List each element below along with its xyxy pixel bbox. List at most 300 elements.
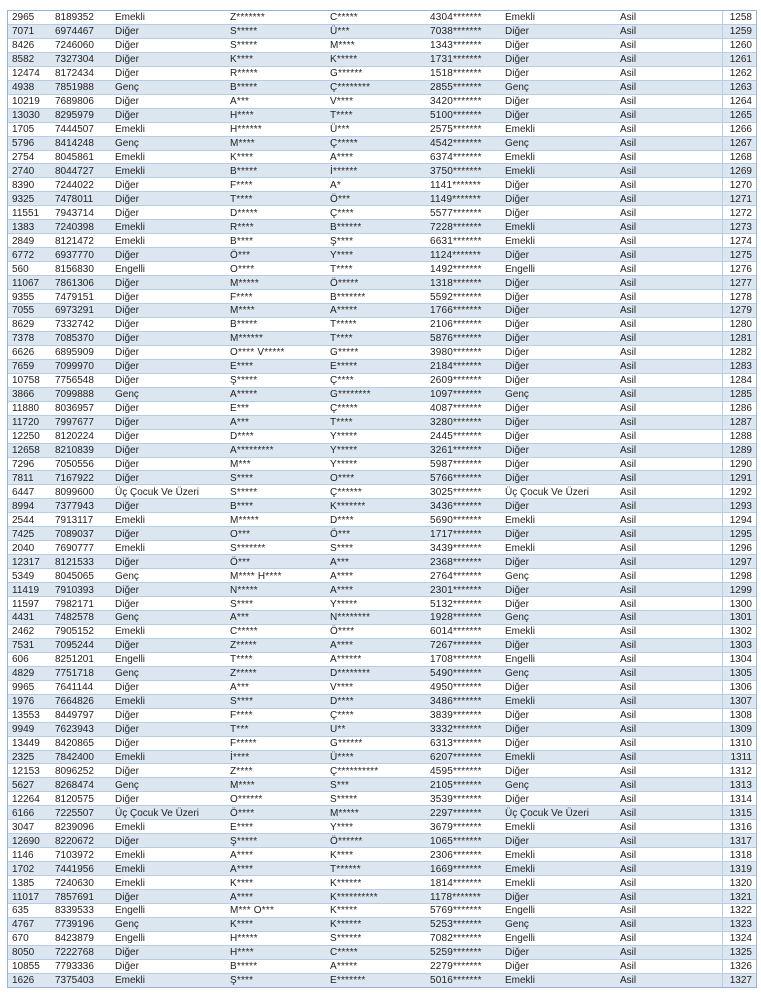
table-row <box>8 234 756 248</box>
last-name-masked-cell: G***** <box>330 347 359 359</box>
sequence-no-cell: 1277 <box>722 276 756 289</box>
category-cell: Diğer <box>115 891 139 903</box>
status-cell: Asil <box>620 500 637 512</box>
id-number-masked-cell: 1928******* <box>430 612 482 624</box>
category-cell: Diğer <box>115 961 139 973</box>
first-name-masked-cell: A**** <box>230 863 254 875</box>
category-repeat-cell: Genç <box>505 919 529 931</box>
file-no-cell: 7982171 <box>55 598 94 610</box>
first-name-masked-cell: N***** <box>230 584 258 596</box>
category-cell: Diğer <box>115 347 139 359</box>
category-cell: Diğer <box>115 584 139 596</box>
application-no-cell: 11880 <box>12 403 40 415</box>
sequence-no-cell: 1296 <box>722 541 756 554</box>
application-no-cell: 11419 <box>12 584 40 596</box>
application-no-cell: 10758 <box>12 375 40 387</box>
id-number-masked-cell: 2297******* <box>430 807 482 819</box>
category-cell: Diğer <box>115 68 139 80</box>
table-row <box>8 541 756 555</box>
status-cell: Asil <box>620 710 637 722</box>
last-name-masked-cell: K********** <box>330 891 378 903</box>
table-row <box>8 11 756 25</box>
sequence-no-cell: 1294 <box>722 513 756 526</box>
table-row <box>8 569 756 583</box>
sequence-no-cell: 1315 <box>722 806 756 819</box>
id-number-masked-cell: 5769******* <box>430 905 482 917</box>
first-name-masked-cell: T*** <box>230 724 249 736</box>
category-repeat-cell: Diğer <box>505 472 529 484</box>
status-cell: Asil <box>620 682 637 694</box>
category-repeat-cell: Üç Çocuk Ve Üzeri <box>505 807 589 819</box>
application-no-cell: 12474 <box>12 68 40 80</box>
application-no-cell: 11720 <box>12 417 40 429</box>
table-row <box>8 583 756 597</box>
category-cell: Diğer <box>115 26 139 38</box>
last-name-masked-cell: S***** <box>330 793 358 805</box>
first-name-masked-cell: Ö*** <box>230 556 251 568</box>
file-no-cell: 8045065 <box>55 570 94 582</box>
application-no-cell: 1702 <box>12 863 35 875</box>
id-number-masked-cell: 4595******* <box>430 765 482 777</box>
status-cell: Asil <box>620 849 637 861</box>
file-no-cell: 7244022 <box>55 179 94 191</box>
application-no-cell: 4767 <box>12 919 35 931</box>
category-cell: Diğer <box>115 458 139 470</box>
id-number-masked-cell: 3261******* <box>430 445 482 457</box>
sequence-no-cell: 1288 <box>722 430 756 443</box>
first-name-masked-cell: S**** <box>230 696 254 708</box>
first-name-masked-cell: B**** <box>230 235 254 247</box>
application-no-cell: 5627 <box>12 779 35 791</box>
first-name-masked-cell: F**** <box>230 179 253 191</box>
first-name-masked-cell: Z**** <box>230 765 253 777</box>
status-cell: Asil <box>620 640 637 652</box>
category-repeat-cell: Diğer <box>505 249 529 261</box>
category-repeat-cell: Diğer <box>505 765 529 777</box>
status-cell: Asil <box>620 375 637 387</box>
table-row <box>8 81 756 95</box>
category-repeat-cell: Diğer <box>505 947 529 959</box>
table-row <box>8 681 756 695</box>
table-row <box>8 416 756 430</box>
status-cell: Asil <box>620 933 637 945</box>
application-no-cell: 12690 <box>12 835 40 847</box>
table-row <box>8 67 756 81</box>
table-row <box>8 220 756 234</box>
category-cell: Emekli <box>115 12 146 24</box>
file-no-cell: 7099970 <box>55 361 94 373</box>
sequence-no-cell: 1264 <box>722 95 756 108</box>
category-repeat-cell: Genç <box>505 389 529 401</box>
first-name-masked-cell: B***** <box>230 319 258 331</box>
sequence-no-cell: 1301 <box>722 611 756 624</box>
file-no-cell: 8172434 <box>55 68 94 80</box>
status-cell: Asil <box>620 54 637 66</box>
category-cell: Diğer <box>115 500 139 512</box>
application-no-cell: 8629 <box>12 319 35 331</box>
first-name-masked-cell: E**** <box>230 821 254 833</box>
category-repeat-cell: Emekli <box>505 849 536 861</box>
status-cell: Asil <box>620 863 637 875</box>
status-cell: Asil <box>620 821 637 833</box>
application-no-cell: 7425 <box>12 528 35 540</box>
application-no-cell: 5796 <box>12 138 35 150</box>
id-number-masked-cell: 5766******* <box>430 472 482 484</box>
status-cell: Asil <box>620 179 637 191</box>
last-name-masked-cell: Ö*** <box>330 193 351 205</box>
first-name-masked-cell: O**** V***** <box>230 347 285 359</box>
id-number-masked-cell: 1318******* <box>430 277 482 289</box>
application-no-cell: 4938 <box>12 82 35 94</box>
status-cell: Asil <box>620 124 637 136</box>
id-number-masked-cell: 2279******* <box>430 961 482 973</box>
first-name-masked-cell: M**** <box>230 779 255 791</box>
first-name-masked-cell: T**** <box>230 193 253 205</box>
category-repeat-cell: Emekli <box>505 165 536 177</box>
id-number-masked-cell: 1124******* <box>430 249 481 261</box>
sequence-no-cell: 1261 <box>722 53 756 66</box>
application-no-cell: 12153 <box>12 765 40 777</box>
table-row <box>8 346 756 360</box>
id-number-masked-cell: 4950******* <box>430 682 482 694</box>
sequence-no-cell: 1300 <box>722 597 756 610</box>
first-name-masked-cell: İ**** <box>230 751 250 763</box>
last-name-masked-cell: A****** <box>330 654 362 666</box>
application-no-cell: 5349 <box>12 570 35 582</box>
id-number-masked-cell: 6014******* <box>430 626 482 638</box>
last-name-masked-cell: K**** <box>330 849 354 861</box>
application-no-cell: 11597 <box>12 598 40 610</box>
first-name-masked-cell: B***** <box>230 165 258 177</box>
first-name-masked-cell: O****** <box>230 793 263 805</box>
first-name-masked-cell: A*** <box>230 612 250 624</box>
file-no-cell: 8121472 <box>55 235 94 247</box>
first-name-masked-cell: A*** <box>230 96 250 108</box>
application-no-cell: 7071 <box>12 26 35 38</box>
sequence-no-cell: 1304 <box>722 653 756 666</box>
status-cell: Asil <box>620 319 637 331</box>
id-number-masked-cell: 1065******* <box>430 835 482 847</box>
application-no-cell: 12250 <box>12 431 40 443</box>
category-cell: Genç <box>115 612 139 624</box>
category-cell: Diğer <box>115 96 139 108</box>
last-name-masked-cell: K***** <box>330 905 358 917</box>
category-repeat-cell: Diğer <box>505 640 529 652</box>
application-no-cell: 1626 <box>12 975 35 987</box>
status-cell: Asil <box>620 738 637 750</box>
file-no-cell: 7332742 <box>55 319 94 331</box>
status-cell: Asil <box>620 68 637 80</box>
file-no-cell: 7739196 <box>55 919 94 931</box>
category-repeat-cell: Diğer <box>505 710 529 722</box>
id-number-masked-cell: 1731******* <box>430 54 482 66</box>
category-repeat-cell: Diğer <box>505 96 529 108</box>
id-number-masked-cell: 5577******* <box>430 207 482 219</box>
category-cell: Emekli <box>115 626 146 638</box>
table-row <box>8 206 756 220</box>
file-no-cell: 7997677 <box>55 417 94 429</box>
id-number-masked-cell: 1149******* <box>430 193 481 205</box>
status-cell: Asil <box>620 807 637 819</box>
category-repeat-cell: Diğer <box>505 207 529 219</box>
sequence-no-cell: 1298 <box>722 569 756 582</box>
last-name-masked-cell: Ç**** <box>330 375 354 387</box>
id-number-masked-cell: 3332******* <box>430 724 482 736</box>
file-no-cell: 7905152 <box>55 626 94 638</box>
first-name-masked-cell: M***** <box>230 514 259 526</box>
last-name-masked-cell: A* <box>330 179 341 191</box>
id-number-masked-cell: 1343******* <box>430 40 482 52</box>
file-no-cell: 7851988 <box>55 82 94 94</box>
application-no-cell: 12317 <box>12 556 40 568</box>
table-row <box>8 848 756 862</box>
table-row <box>8 862 756 876</box>
sequence-no-cell: 1299 <box>722 583 756 596</box>
application-no-cell: 6772 <box>12 249 35 261</box>
id-number-masked-cell: 5259******* <box>430 947 482 959</box>
category-cell: Diğer <box>115 207 139 219</box>
first-name-masked-cell: Ö**** <box>230 807 255 819</box>
table-row <box>8 248 756 262</box>
category-cell: Diğer <box>115 54 139 66</box>
first-name-masked-cell: Ş**** <box>230 975 254 987</box>
sequence-no-cell: 1270 <box>722 178 756 191</box>
id-number-masked-cell: 5253******* <box>430 919 482 931</box>
last-name-masked-cell: Y***** <box>330 458 358 470</box>
status-cell: Asil <box>620 26 637 38</box>
category-cell: Diğer <box>115 528 139 540</box>
table-row <box>8 597 756 611</box>
first-name-masked-cell: K**** <box>230 919 254 931</box>
status-cell: Asil <box>620 277 637 289</box>
file-no-cell: 7377943 <box>55 500 94 512</box>
status-cell: Asil <box>620 556 637 568</box>
status-cell: Asil <box>620 793 637 805</box>
table-row <box>8 792 756 806</box>
status-cell: Asil <box>620 431 637 443</box>
status-cell: Asil <box>620 514 637 526</box>
file-no-cell: 7225507 <box>55 807 94 819</box>
file-no-cell: 7240398 <box>55 221 94 233</box>
application-no-cell: 13030 <box>12 110 40 122</box>
category-repeat-cell: Diğer <box>505 347 529 359</box>
sequence-no-cell: 1281 <box>722 332 756 345</box>
table-row <box>8 109 756 123</box>
id-number-masked-cell: 2106******* <box>430 319 482 331</box>
last-name-masked-cell: K******* <box>330 500 366 512</box>
file-no-cell: 7222768 <box>55 947 94 959</box>
category-cell: Engelli <box>115 933 146 945</box>
category-cell: Diğer <box>115 305 139 317</box>
application-no-cell: 2040 <box>12 542 35 554</box>
table-row <box>8 430 756 444</box>
application-no-cell: 4829 <box>12 668 35 680</box>
category-repeat-cell: Engelli <box>505 263 536 275</box>
first-name-masked-cell: F***** <box>230 738 257 750</box>
category-cell: Genç <box>115 668 139 680</box>
first-name-masked-cell: R***** <box>230 68 258 80</box>
status-cell: Asil <box>620 305 637 317</box>
application-no-cell: 1385 <box>12 877 35 889</box>
application-no-cell: 7531 <box>12 640 35 652</box>
status-cell: Asil <box>620 891 637 903</box>
first-name-masked-cell: F**** <box>230 291 253 303</box>
category-repeat-cell: Genç <box>505 612 529 624</box>
table-row <box>8 137 756 151</box>
application-no-cell: 7296 <box>12 458 35 470</box>
last-name-masked-cell: D******** <box>330 668 371 680</box>
id-number-masked-cell: 7228******* <box>430 221 482 233</box>
application-no-cell: 670 <box>12 933 29 945</box>
application-no-cell: 10219 <box>12 96 40 108</box>
status-cell: Asil <box>620 235 637 247</box>
table-row <box>8 123 756 137</box>
file-no-cell: 6974467 <box>55 26 94 38</box>
first-name-masked-cell: D***** <box>230 207 258 219</box>
file-no-cell: 7641144 <box>55 682 94 694</box>
last-name-masked-cell: D**** <box>330 696 354 708</box>
application-no-cell: 8050 <box>12 947 35 959</box>
file-no-cell: 7861306 <box>55 277 94 289</box>
file-no-cell: 8099600 <box>55 486 94 498</box>
sequence-no-cell: 1318 <box>722 848 756 861</box>
first-name-masked-cell: E**** <box>230 361 254 373</box>
file-no-cell: 8044727 <box>55 165 94 177</box>
file-no-cell: 7913117 <box>55 514 94 526</box>
category-repeat-cell: Diğer <box>505 445 529 457</box>
id-number-masked-cell: 3025******* <box>430 486 482 498</box>
last-name-masked-cell: T**** <box>330 263 353 275</box>
category-repeat-cell: Diğer <box>505 40 529 52</box>
first-name-masked-cell: M****** <box>230 333 264 345</box>
category-repeat-cell: Emekli <box>505 821 536 833</box>
file-no-cell: 7089037 <box>55 528 94 540</box>
category-repeat-cell: Emekli <box>505 124 536 136</box>
application-no-cell: 13553 <box>12 710 40 722</box>
first-name-masked-cell: H***** <box>230 933 258 945</box>
table-row <box>8 318 756 332</box>
id-number-masked-cell: 1518******* <box>430 68 482 80</box>
last-name-masked-cell: Ö**** <box>330 626 355 638</box>
table-row <box>8 290 756 304</box>
category-cell: Diğer <box>115 431 139 443</box>
id-number-masked-cell: 6313******* <box>430 738 482 750</box>
last-name-masked-cell: S****** <box>330 933 362 945</box>
sequence-no-cell: 1275 <box>722 248 756 261</box>
sequence-no-cell: 1272 <box>722 206 756 219</box>
category-cell: Diğer <box>115 724 139 736</box>
file-no-cell: 8414248 <box>55 138 94 150</box>
id-number-masked-cell: 1178******* <box>430 891 481 903</box>
table-row <box>8 904 756 918</box>
file-no-cell: 8189352 <box>55 12 94 24</box>
application-no-cell: 2965 <box>12 12 35 24</box>
first-name-masked-cell: B**** <box>230 500 254 512</box>
application-no-cell: 9325 <box>12 193 35 205</box>
last-name-masked-cell: G****** <box>330 68 363 80</box>
sequence-no-cell: 1286 <box>722 402 756 415</box>
application-no-cell: 2325 <box>12 751 35 763</box>
sequence-no-cell: 1278 <box>722 290 756 303</box>
id-number-masked-cell: 5876******* <box>430 333 482 345</box>
category-repeat-cell: Emekli <box>505 751 536 763</box>
status-cell: Asil <box>620 626 637 638</box>
category-cell: Emekli <box>115 975 146 987</box>
category-cell: Emekli <box>115 165 146 177</box>
id-number-masked-cell: 1708******* <box>430 654 482 666</box>
first-name-masked-cell: K**** <box>230 54 254 66</box>
category-cell: Emekli <box>115 821 146 833</box>
sequence-no-cell: 1302 <box>722 625 756 638</box>
application-no-cell: 6447 <box>12 486 35 498</box>
id-number-masked-cell: 7267******* <box>430 640 482 652</box>
file-no-cell: 8251201 <box>55 654 94 666</box>
id-number-masked-cell: 3280******* <box>430 417 482 429</box>
category-cell: Emekli <box>115 863 146 875</box>
category-cell: Genç <box>115 138 139 150</box>
file-no-cell: 8268474 <box>55 779 94 791</box>
category-repeat-cell: Diğer <box>505 277 529 289</box>
application-no-cell: 11067 <box>12 277 40 289</box>
category-cell: Diğer <box>115 445 139 457</box>
status-cell: Asil <box>620 417 637 429</box>
table-row <box>8 946 756 960</box>
category-cell: Üç Çocuk Ve Üzeri <box>115 807 199 819</box>
status-cell: Asil <box>620 249 637 261</box>
file-no-cell: 8339533 <box>55 905 94 917</box>
application-no-cell: 2462 <box>12 626 35 638</box>
file-no-cell: 7246060 <box>55 40 94 52</box>
status-cell: Asil <box>620 779 637 791</box>
sequence-no-cell: 1309 <box>722 723 756 736</box>
category-repeat-cell: Genç <box>505 138 529 150</box>
file-no-cell: 7441956 <box>55 863 94 875</box>
last-name-masked-cell: T**** <box>330 333 353 345</box>
status-cell: Asil <box>620 654 637 666</box>
sequence-no-cell: 1267 <box>722 137 756 150</box>
sequence-no-cell: 1297 <box>722 555 756 568</box>
sequence-no-cell: 1316 <box>722 820 756 833</box>
id-number-masked-cell: 3436******* <box>430 500 482 512</box>
last-name-masked-cell: G****** <box>330 738 363 750</box>
status-cell: Asil <box>620 486 637 498</box>
application-no-cell: 8994 <box>12 500 35 512</box>
category-repeat-cell: Diğer <box>505 431 529 443</box>
table-row <box>8 723 756 737</box>
table-row <box>8 625 756 639</box>
application-no-cell: 7378 <box>12 333 35 345</box>
file-no-cell: 8423879 <box>55 933 94 945</box>
status-cell: Asil <box>620 696 637 708</box>
table-row <box>8 444 756 458</box>
category-cell: Emekli <box>115 542 146 554</box>
table-row <box>8 192 756 206</box>
id-number-masked-cell: 7038******* <box>430 26 482 38</box>
id-number-masked-cell: 2575******* <box>430 124 482 136</box>
id-number-masked-cell: 4087******* <box>430 403 482 415</box>
status-cell: Asil <box>620 961 637 973</box>
first-name-masked-cell: B***** <box>230 82 258 94</box>
first-name-masked-cell: M**** <box>230 305 255 317</box>
file-no-cell: 8420865 <box>55 738 94 750</box>
table-row <box>8 360 756 374</box>
sequence-no-cell: 1319 <box>722 862 756 875</box>
last-name-masked-cell: B****** <box>330 221 362 233</box>
category-repeat-cell: Diğer <box>505 793 529 805</box>
sequence-no-cell: 1268 <box>722 151 756 164</box>
last-name-masked-cell: A***** <box>330 305 358 317</box>
file-no-cell: 7375403 <box>55 975 94 987</box>
